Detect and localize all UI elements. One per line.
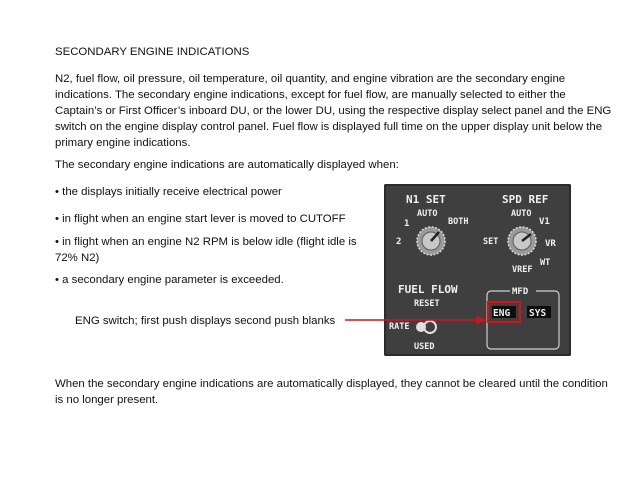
- spd-v1-label: V1: [539, 217, 550, 227]
- spd-vr-label: VR: [545, 239, 556, 249]
- reset-label: RESET: [414, 299, 440, 309]
- sys-button-label: SYS: [529, 308, 547, 319]
- sys-button[interactable]: [527, 306, 551, 319]
- n1-1-label: 1: [404, 219, 410, 229]
- closing-paragraph: When the secondary engine indications are automatically displayed, they cannot be cleared until the condition is no longer present.: [55, 378, 608, 406]
- bullet-item: • in flight when an engine start lever is moved to CUTOFF: [55, 213, 346, 225]
- fuel-flow-switch[interactable]: [416, 321, 436, 333]
- eng-button[interactable]: [488, 302, 520, 322]
- rate-label: RATE: [389, 322, 410, 332]
- eng-button-label: ENG: [493, 308, 511, 319]
- bullet-item: • the displays initially receive electrical power: [55, 186, 282, 198]
- n1-auto-label: AUTO: [417, 209, 438, 219]
- n1-set-label: N1 SET: [406, 193, 446, 206]
- spd-vref-label: VREF: [512, 265, 533, 275]
- intro-paragraph: N2, fuel flow, oil pressure, oil temperature, oil quantity, and engine vibration are the secondary engine indications. The secondary engine indications, except for fuel flow, are manually selected to either the Captain’s or First Officer’s inboard DU, or the lower DU, using the respective display select panel and the ENG switch on the engine display control panel. Fuel flow is displayed full time on the upper display unit below the primary engine indications.: [55, 73, 612, 149]
- spd-set-label: SET: [483, 237, 499, 247]
- spd-ref-label: SPD REF: [502, 193, 549, 206]
- n1-set-knob[interactable]: [417, 227, 445, 255]
- auto-display-paragraph: The secondary engine indications are automatically displayed when:: [55, 159, 399, 171]
- mfd-label: MFD: [512, 287, 529, 297]
- bullet-item: • in flight when an engine N2 RPM is below idle (flight idle is 72% N2): [55, 236, 357, 264]
- spd-wt-label: WT: [540, 258, 551, 268]
- n1-2-label: 2: [396, 237, 402, 247]
- used-label: USED: [414, 342, 435, 352]
- page-title: SECONDARY ENGINE INDICATIONS: [55, 46, 250, 58]
- fuel-flow-label: FUEL FLOW: [398, 283, 458, 296]
- bullet-item: • a secondary engine parameter is exceeded.: [55, 274, 284, 286]
- spd-auto-label: AUTO: [511, 209, 532, 219]
- eng-switch-callout: ENG switch; first push displays second push blanks: [75, 315, 336, 327]
- panel-graphic: [384, 184, 571, 356]
- spd-ref-knob[interactable]: [508, 227, 536, 255]
- n1-both-label: BOTH: [448, 217, 469, 227]
- engine-display-control-panel: [384, 184, 571, 356]
